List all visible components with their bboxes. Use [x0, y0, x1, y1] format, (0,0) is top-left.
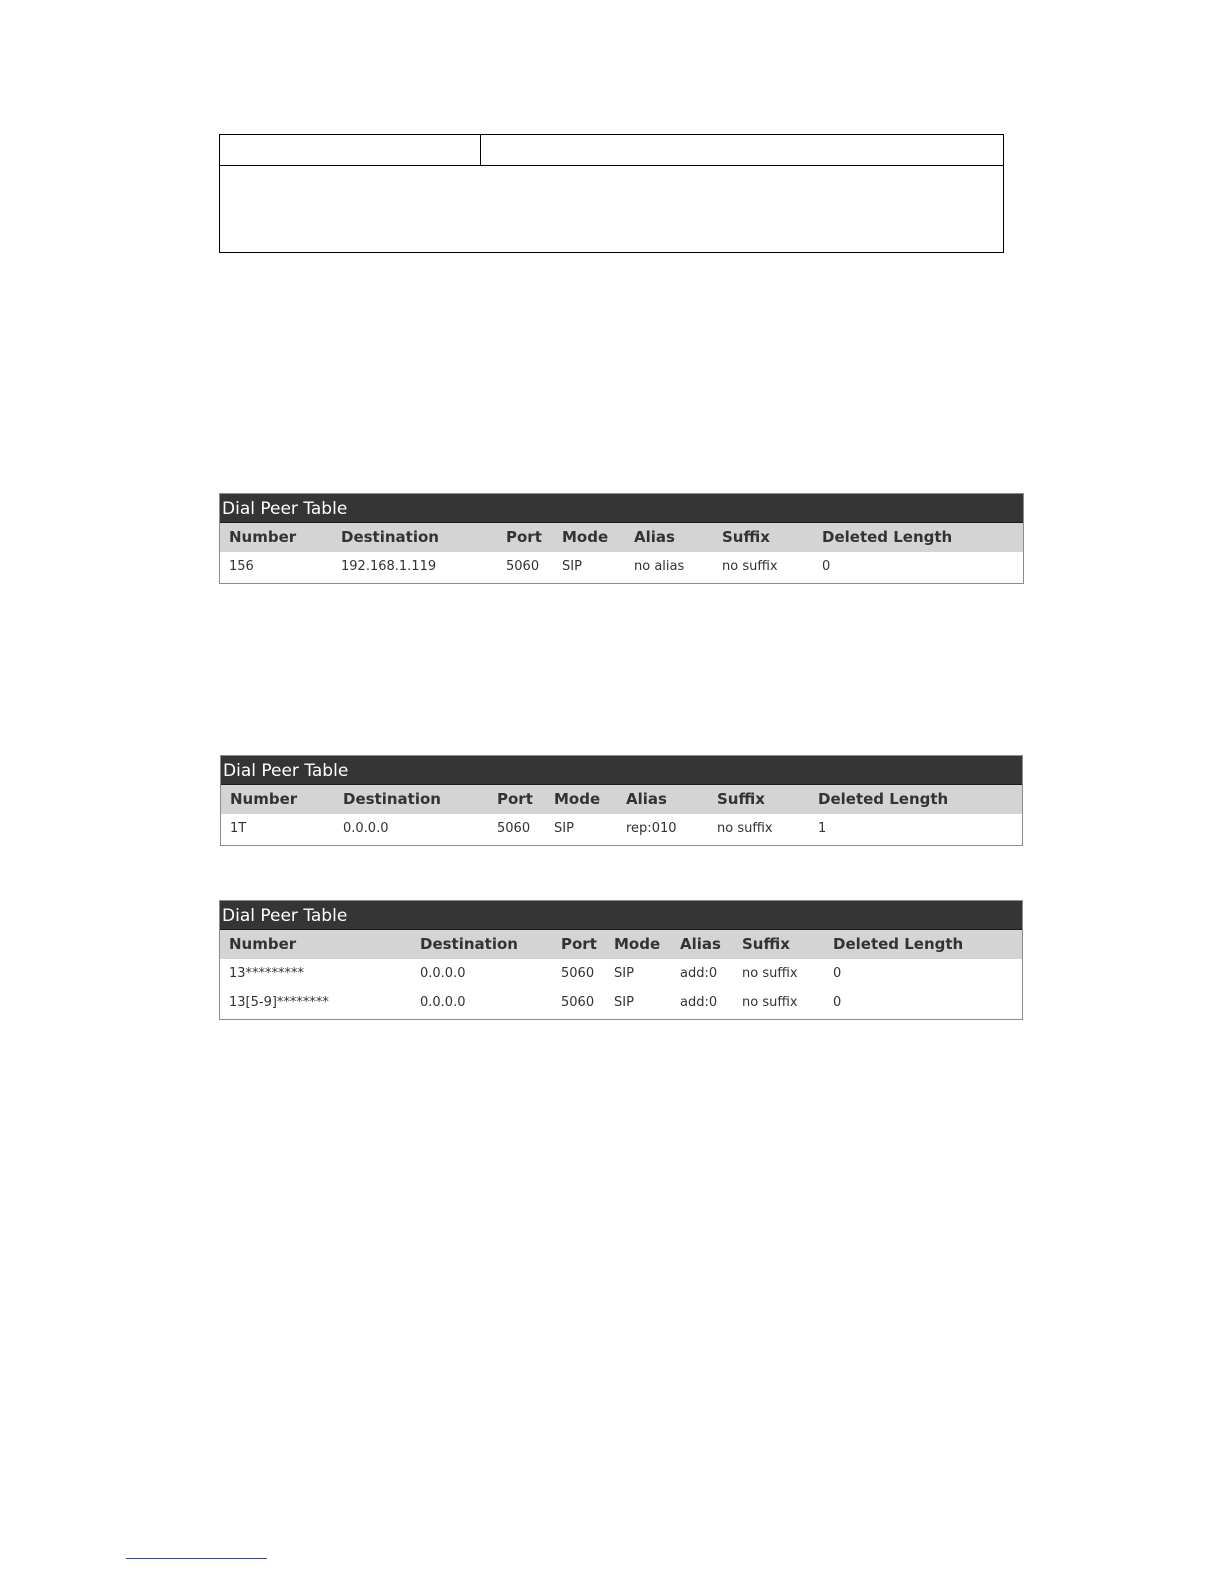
header-mode: Mode	[554, 790, 601, 808]
table-row	[221, 814, 1022, 843]
header-mode: Mode	[562, 528, 609, 546]
cell-alias: rep:010	[626, 821, 677, 836]
header-number: Number	[229, 935, 297, 953]
header-port: Port	[506, 528, 542, 546]
header-number: Number	[230, 790, 298, 808]
header-alias: Alias	[626, 790, 667, 808]
cell-number: 1T	[230, 821, 247, 836]
empty-box-table	[219, 134, 1004, 253]
header-destination: Destination	[420, 935, 518, 953]
cell-suffix: no suffix	[742, 995, 798, 1010]
footnote-rule	[126, 1558, 267, 1559]
cell-destination: 192.168.1.119	[341, 559, 437, 574]
table-row	[220, 988, 1022, 1017]
header-alias: Alias	[680, 935, 721, 953]
cell-suffix: no suffix	[722, 559, 778, 574]
cell-port: 5060	[497, 821, 531, 836]
header-number: Number	[229, 528, 297, 546]
cell-alias: add:0	[680, 995, 718, 1010]
cell-deleted-length: 0	[833, 966, 842, 981]
table-header-row	[220, 930, 1022, 959]
cell-deleted-length: 0	[822, 559, 831, 574]
dial-peer-table-3	[219, 900, 1023, 1020]
cell-number: 156	[229, 559, 254, 574]
header-suffix: Suffix	[717, 790, 765, 808]
header-deleted-length: Deleted Length	[818, 790, 949, 808]
cell-suffix: no suffix	[717, 821, 773, 836]
cell-port: 5060	[561, 966, 595, 981]
table-row	[220, 552, 1023, 581]
box-header-row	[220, 135, 1003, 166]
cell-port: 5060	[506, 559, 540, 574]
cell-number: 13[5-9]********	[229, 995, 329, 1010]
header-port: Port	[497, 790, 533, 808]
cell-destination: 0.0.0.0	[420, 966, 466, 981]
header-alias: Alias	[634, 528, 675, 546]
header-mode: Mode	[614, 935, 661, 953]
box-column-divider	[480, 135, 481, 165]
table-row	[220, 959, 1022, 988]
cell-port: 5060	[561, 995, 595, 1010]
cell-mode: SIP	[562, 559, 582, 574]
table-header-row	[221, 785, 1022, 814]
cell-mode: SIP	[614, 995, 634, 1010]
header-suffix: Suffix	[742, 935, 790, 953]
table-title: Dial Peer Table	[220, 901, 1022, 930]
table-header-row	[220, 523, 1023, 552]
header-port: Port	[561, 935, 597, 953]
cell-deleted-length: 1	[818, 821, 827, 836]
table-title: Dial Peer Table	[221, 756, 1022, 785]
cell-suffix: no suffix	[742, 966, 798, 981]
cell-mode: SIP	[614, 966, 634, 981]
header-destination: Destination	[343, 790, 441, 808]
cell-alias: add:0	[680, 966, 718, 981]
header-destination: Destination	[341, 528, 439, 546]
cell-destination: 0.0.0.0	[420, 995, 466, 1010]
dial-peer-table-2	[220, 755, 1023, 846]
table-title: Dial Peer Table	[220, 494, 1023, 523]
cell-deleted-length: 0	[833, 995, 842, 1010]
cell-destination: 0.0.0.0	[343, 821, 389, 836]
cell-number: 13*********	[229, 966, 305, 981]
header-suffix: Suffix	[722, 528, 770, 546]
cell-mode: SIP	[554, 821, 574, 836]
dial-peer-table-1	[219, 493, 1024, 584]
cell-alias: no alias	[634, 559, 685, 574]
header-deleted-length: Deleted Length	[833, 935, 964, 953]
header-deleted-length: Deleted Length	[822, 528, 953, 546]
